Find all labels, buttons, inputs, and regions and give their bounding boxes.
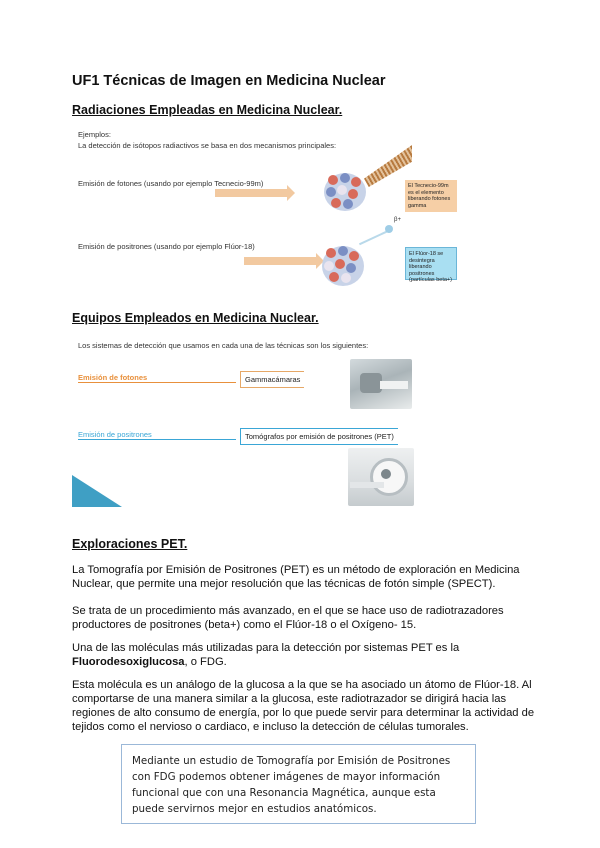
note-box: Mediante un estudio de Tomografía por Emisión de Positrones con FDG podemos obtener imágenes de mayor información funcional que con una Resonancia Magnética, aunque esta puede servirnos mejor en estudios anatómicos. [121,744,476,824]
pet-scanner-box: Tomógrafos por emisión de positrones (PET) [240,428,398,445]
row-positron-emission: Emisión de positrones [78,430,152,439]
page-title: UF1 Técnicas de Imagen en Medicina Nuclear [72,73,386,89]
row-photon-emission: Emisión de fotones [78,373,148,382]
positron-particle [385,225,393,233]
paragraph-fdg [72,641,542,669]
paragraph-molecule: Esta molécula es un análogo de la glucosa a la que se ha asociado un átomo de Flúor-18. Al comportarse de una manera similar a la glucosa, este radiotrazador se dirigirá hacia las regiones de alto consumo de energía, por lo que puede servir para determinar la actividad de tejidos como el nervioso o cardiaco, e incluso la detección de células tumorales. [72,679,535,733]
examples-label: Ejemplos: [78,130,111,139]
pet-scanner-photo [348,448,414,506]
positron-symbol: β+ [394,217,401,223]
row-positron-line [78,439,236,440]
photon-arrow [215,189,287,197]
gammacamera-box: Gammacámaras [240,371,304,388]
section-heading-equipos: Equipos Empleados en Medicina Nuclear. [72,311,319,325]
paragraph-procedure: Se trata de un procedimiento más avanzado, en el que se hace uso de radiotrazadores productores de positrones (beta+) como el Flúor-18 o el Oxígeno- 15. [72,605,504,631]
row-photon-line [78,382,236,383]
section-heading-pet: Exploraciones PET. [72,537,188,551]
detection-intro: La detección de isótopos radiactivos se basa en dos mecanismos principales: [78,141,337,150]
equipment-intro: Los sistemas de detección que usamos en cada una de las técnicas son los siguientes: [78,341,369,350]
positron-path [359,231,387,245]
positron-emission-label: Emisión de positrones (usando por ejemplo Flúor-18) [78,242,255,251]
fdg-text-before: Una de las moléculas más utilizadas para la detección por sistemas PET es la [72,642,460,654]
paragraph-pet-intro: La Tomografía por Emisión de Positrones (PET) es un método de exploración en Medicina Nuclear, que permite una mejor resolución que las técnicas de fotón simple (SPECT). [72,564,520,590]
decorative-triangle [72,475,122,507]
positron-arrow [244,257,316,265]
nucleus-positron [318,240,368,290]
section-heading-radiaciones: Radiaciones Empleadas en Medicina Nuclear. [72,103,343,117]
equipment-figure [72,335,450,510]
radiation-figure [72,125,462,295]
gammacamera-photo [350,359,412,409]
nucleus-photon [320,165,370,215]
fdg-bold-term: Fluorodesoxiglucosa [72,656,185,668]
photon-callout: El Tecnecio-99m es el elemento liberando fotones gamma [405,180,457,212]
fdg-text-after: , o FDG. [184,656,227,668]
photon-emission-label: Emisión de fotones (usando por ejemplo Tecnecio-99m) [78,179,264,188]
positron-callout: El Flúor-18 se desintegra liberando positrones (partículas beta+) [405,247,457,280]
